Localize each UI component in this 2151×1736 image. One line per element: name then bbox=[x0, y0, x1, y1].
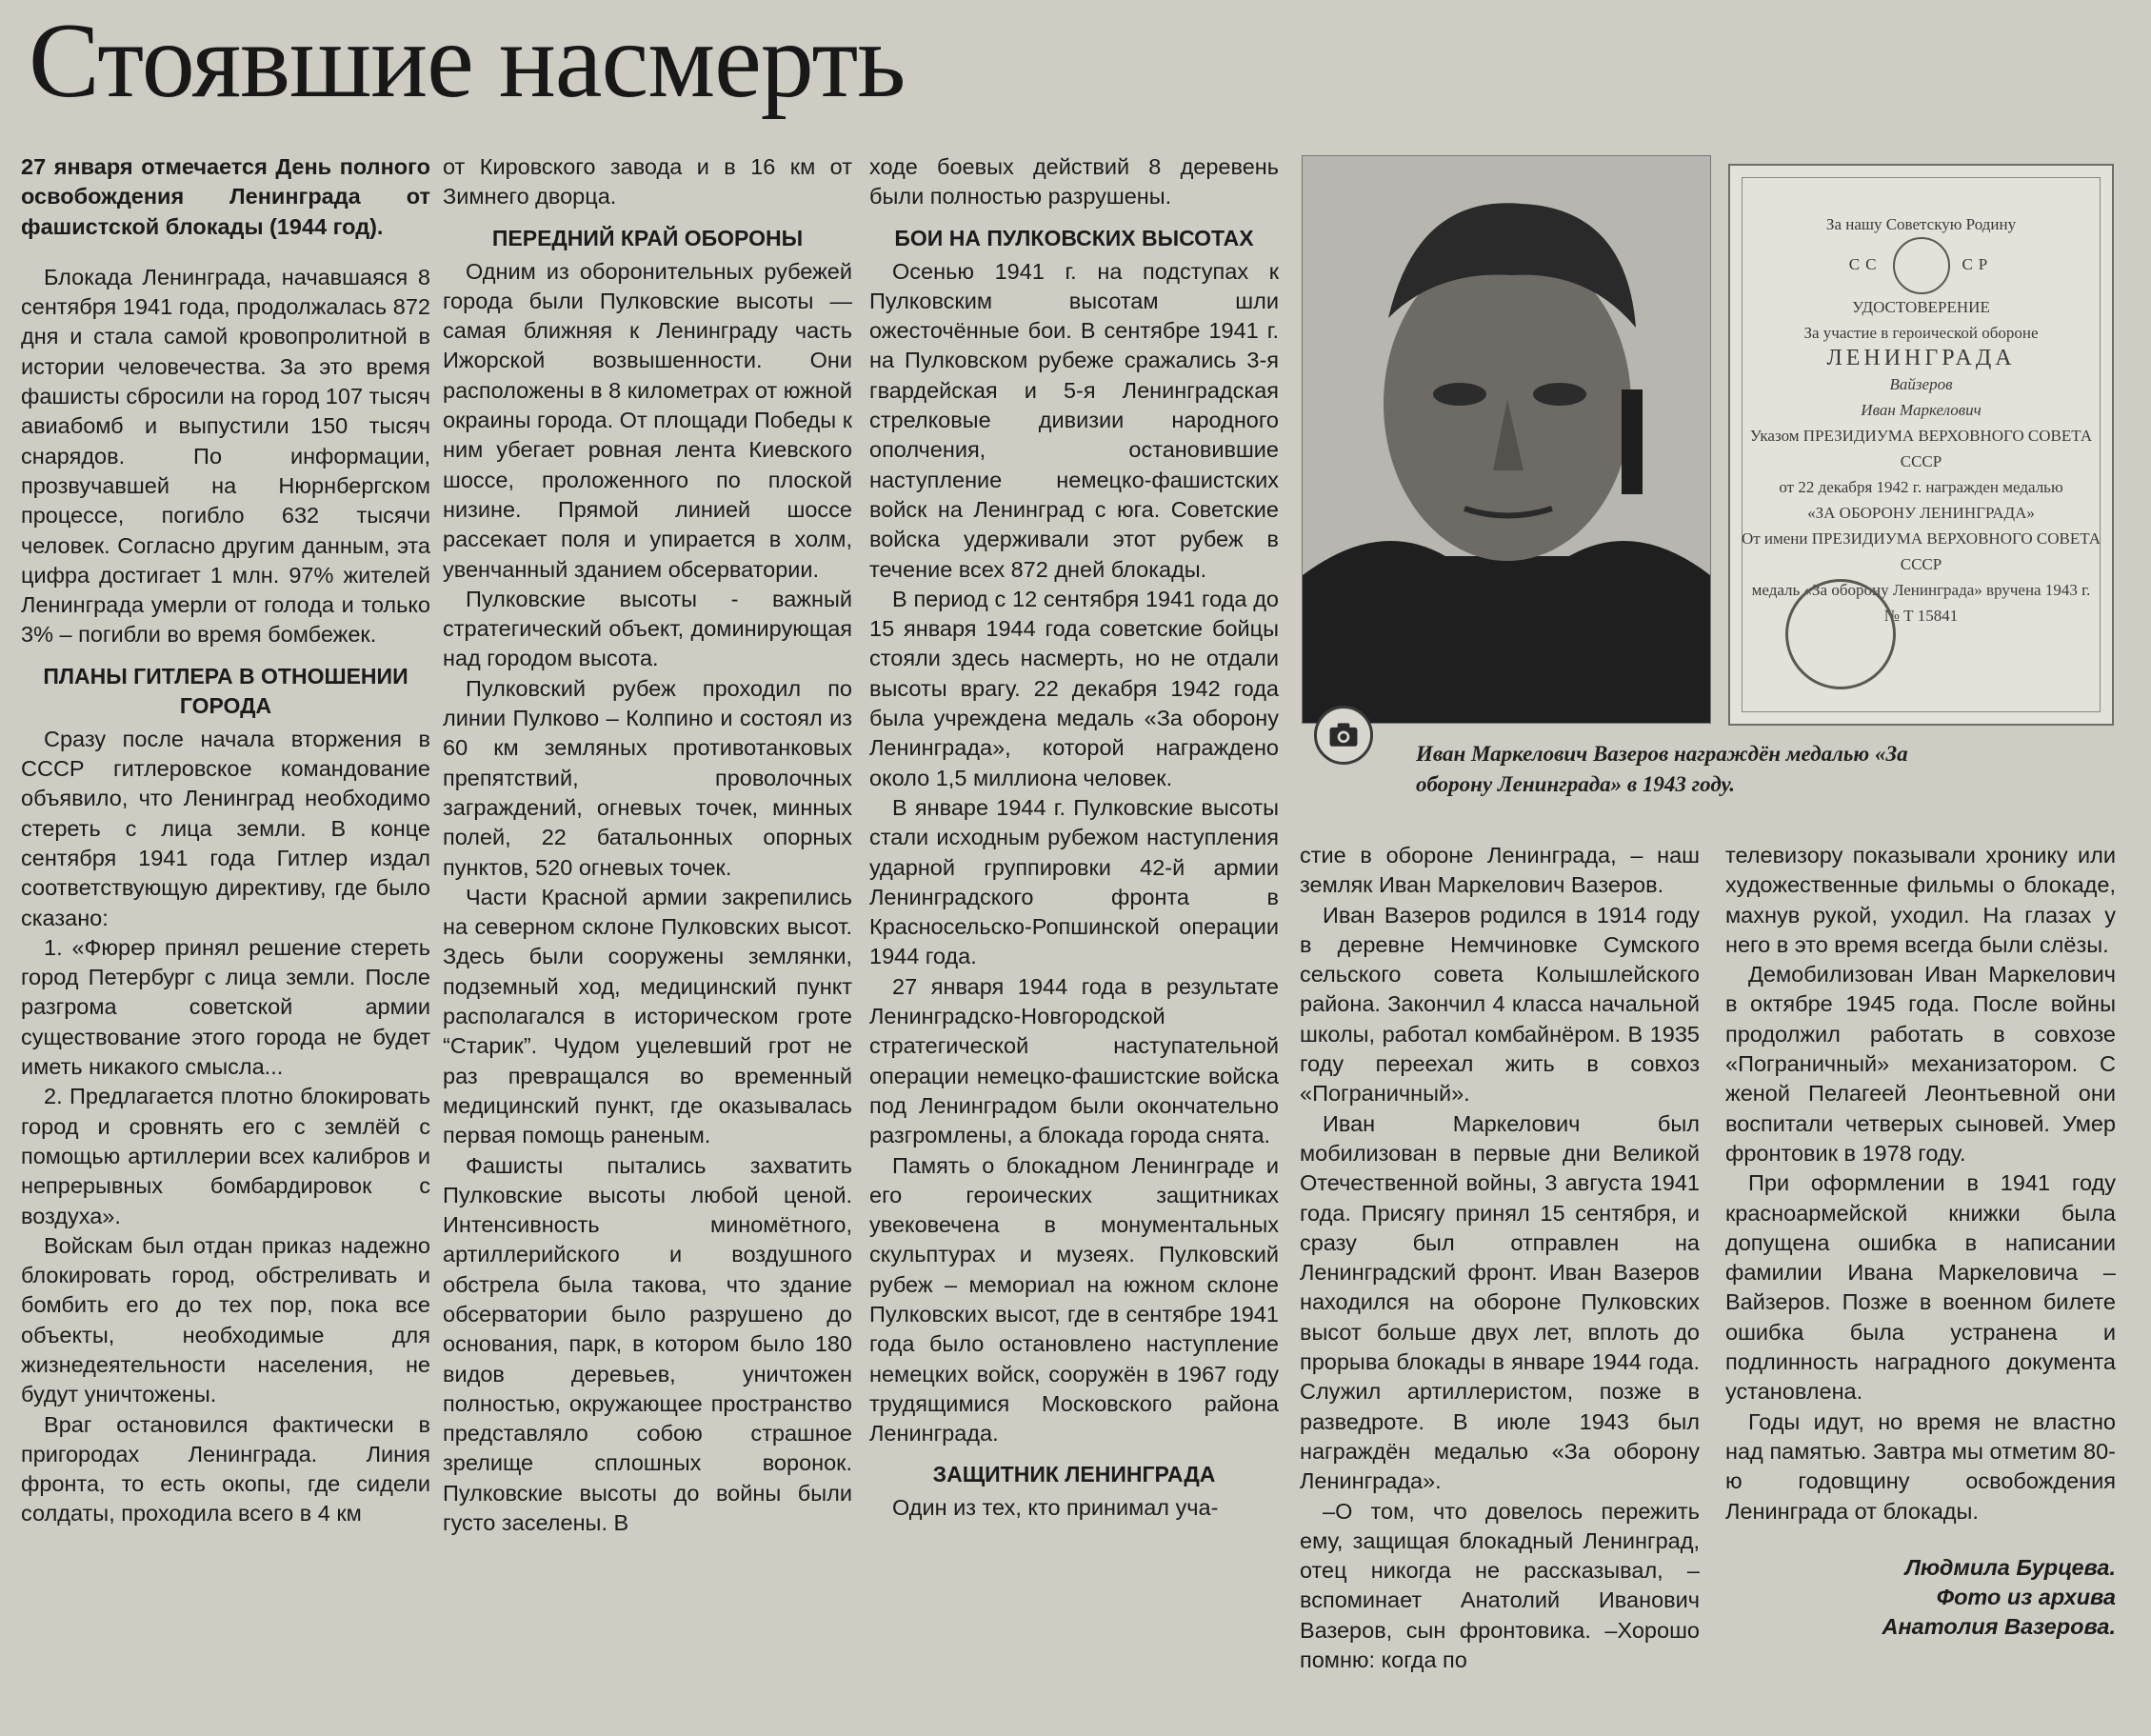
emblem-icon bbox=[1893, 237, 1950, 294]
photo-caption: Иван Маркелович Вазеров награждён медалью «За оборону Ленинграда» в 1943 году. bbox=[1416, 742, 1908, 796]
paragraph: Пулковский рубеж проходил по линии Пулково – Колпино и состоял из 60 км земляных противотанковых препятствий, проволочных заграждений, огневых точек, минных полей, 22 батальонных опорных пунктов, 520 огневых точек. bbox=[443, 675, 852, 880]
paragraph: 2. Предлагается плотно блокировать город и сровнять его с землёй с помощью артиллерии всех калибров и непрерывных бомбардировок с воздуха». bbox=[21, 1084, 430, 1228]
paragraph: Враг остановился фактически в пригородах Ленинграда. Линия фронта, то есть окопы, где сидели солдаты, проходила всего в 4 км bbox=[21, 1411, 430, 1526]
paragraph: 27 января 1944 года в результате Ленинградско-Новгородской стратегической наступательной операции немецко-фашистские войска под Ленинградом были окончательно разгромлены, а блокада города снята. bbox=[869, 973, 1279, 1148]
paragraph: Блокада Ленинграда, начавшаяся 8 сентября 1941 года, продолжалась 872 дня и стала самой кровопролитной в истории человечества. За это время фашисты сбросили на город 107 тысяч авиабомб и выпустили 150 тысяч снарядов. По информации, прозвучавшей на Нюрнбергском процессе, погибло 632 тысячи человек. Согласно другим данным, эта цифра достигает 1 млн. 97% жителей Ленинграда умерли от голода и только 3% – погибли во время бомбежек. bbox=[21, 264, 430, 648]
certificate-ussr bbox=[1730, 237, 2112, 294]
paragraph: Годы идут, но время не властно над памятью. Завтра мы отметим 80-ю годовщину освобождения Ленинграда от блокады. bbox=[1725, 1408, 2116, 1524]
author-signature bbox=[1725, 1553, 2116, 1643]
paragraph: –О том, что довелось пережить ему, защищая блокадный Ленинград, отец никогда не рассказывал, – вспоминает Анатолий Иванович Вазеров, сын фронтовика. –Хорошо помню: когда по bbox=[1300, 1498, 1700, 1673]
paragraph: телевизору показывали хронику или художественные фильмы о блокаде, махнув рукой, уходил. На глазах у него в это время всегда были слёзы. bbox=[1725, 843, 2116, 957]
certificate-line: ЛЕНИНГРАДА bbox=[1826, 346, 2016, 370]
paragraph: Пулковские высоты - важный стратегический объект, доминирующая над городом высота. bbox=[443, 586, 852, 671]
certificate-line: За нашу Советскую Родину bbox=[1825, 215, 2017, 233]
paragraph: Иван Маркелович был мобилизован в первые дни Великой Отечественной войны, 3 августа 1941 года. Присягу принял 15 сентября, и сразу был отправлен на Ленинградский фронт. Иван Вазеров находился на обороне Пулковских высот больше двух лет, вплоть до прорыва блокады в январе 1944 года. Служил артиллеристом, позже в разведроте. В июле 1943 был награждён медалью «За оборону Ленинграда». bbox=[1300, 1110, 1700, 1494]
paragraph: Иван Вазеров родился в 1914 году в деревне Немчиновке Сумского сельского совета Колышлейского района. Закончил 4 класса начальной школы, работал комбайнёром. В 1935 году переехал жить в совхоз «Пограничный». bbox=[1300, 902, 1700, 1107]
certificate-line: Указом ПРЕЗИДИУМА ВЕРХОВНОГО СОВЕТА СССР bbox=[1749, 427, 2093, 470]
paragraph: При оформлении в 1941 году красноармейской книжки была допущена ошибка в написании фамилии Ивана Маркеловича – Вайзеров. Позже в военном билете ошибка была устранена и подлинность наградного документа установлена. bbox=[1725, 1170, 2116, 1405]
seal-icon bbox=[1785, 579, 1896, 689]
section-heading: БОИ НА ПУЛКОВСКИХ ВЫСОТАХ bbox=[894, 225, 1254, 250]
paragraph: Одним из оборонительных рубежей города были Пулковские высоты — самая ближняя к Ленинграду часть Ижорской возвышенности. Они расположены в 8 километрах от южной окраины города. От площади Победы к ним убегает ровная лента Киевского шоссе, проложенного по плоской низине. Прямой линией шоссе рассекает поля и упирается в холм, увенчанный зданием обсерватории. bbox=[443, 258, 852, 582]
section-heading: ЗАЩИТНИК ЛЕНИНГРАДА bbox=[932, 1462, 1216, 1487]
certificate-line: УДОСТОВЕРЕНИЕ bbox=[1852, 298, 1990, 316]
paragraph: В январе 1944 г. Пулковские высоты стали исходным рубежом наступления ударной группировки 42-й армии Ленинградского фронта в Красносельско-Ропшинской операции 1944 года. bbox=[869, 794, 1279, 969]
photo-credit: Фото из архива bbox=[1936, 1585, 2116, 1610]
headline: Стоявшие насмерть bbox=[29, 2, 906, 120]
paragraph: Войскам был отдан приказ надежно блокировать город, обстреливать и бомбить его до тех пор, пока все объекты, необходимые для жизнедеятельности населения, не будут уничтожены. bbox=[21, 1232, 430, 1407]
paragraph: Части Красной армии закрепились на северном склоне Пулковских высот. Здесь были сооружены землянки, подземный ход, медицинский пункт располагался в историческом гроте “Старик”. Чудом уцелевший грот не раз превращался во временный медицинский пункт, где оказывалась первая помощь раненым. bbox=[443, 884, 852, 1148]
certificate-line: За участие в героической обороне bbox=[1803, 324, 2039, 342]
lead-paragraph: 27 января отмечается День полного освобождения Ленинграда от фашистской блокады (1944 год). bbox=[21, 154, 430, 239]
paragraph: Фашисты пытались захватить Пулковские высоты любой ценой. Интенсивность миномётного, артиллерийского и воздушного обстрела была такова, что здание обсерватории было разрушено до основания, парк, в котором было 180 видов деревьев, уничтожен полностью, окружающее пространство представляло собою страшное зрелище сплошных воронок. Пулковские высоты до войны были густо заселены. В bbox=[443, 1152, 852, 1536]
paragraph: Память о блокадном Ленинграде и его героических защитниках увековечена в монументальных скульптурах и музеях. Пулковский рубеж – мемориал на южном склоне Пулковских высот, где в сентябре 1941 года было остановлено наступление немецких войск, сооружён в 1967 году трудящимися Московского района Ленинграда. bbox=[869, 1152, 1279, 1447]
paragraph: стие в обороне Ленинграда, – наш земляк Иван Маркелович Вазеров. bbox=[1300, 843, 1700, 898]
certificate-letters-left: СС bbox=[1848, 254, 1882, 273]
certificate-name: Иван Маркелович bbox=[1861, 401, 1982, 419]
camera-icon bbox=[1314, 706, 1373, 765]
certificate-line: «ЗА ОБОРОНУ ЛЕНИНГРАДА» bbox=[1807, 504, 2035, 522]
section-heading: ПЛАНЫ ГИТЛЕРА В ОТНОШЕНИИ ГОРОДА bbox=[43, 663, 408, 718]
column-3 bbox=[869, 152, 1279, 1714]
award-certificate bbox=[1728, 164, 2114, 726]
column-4 bbox=[1300, 841, 1700, 1698]
certificate-line: От имени ПРЕЗИДИУМА ВЕРХОВНОГО СОВЕТА СССР bbox=[1741, 529, 2101, 573]
portrait-photo bbox=[1302, 155, 1711, 724]
portrait-illustration bbox=[1303, 156, 1710, 723]
paragraph: ходе боевых действий 8 деревень были полностью разрушены. bbox=[869, 154, 1279, 210]
section-heading: ПЕРЕДНИЙ КРАЙ ОБОРОНЫ bbox=[491, 225, 804, 250]
paragraph: Один из тех, кто принимал уча- bbox=[892, 1495, 1219, 1521]
certificate-number: № Т 15841 bbox=[1883, 607, 1959, 625]
column-2 bbox=[443, 152, 852, 1714]
certificate-surname: Вайзеров bbox=[1889, 375, 1953, 393]
paragraph: Демобилизован Иван Маркелович в октябре 1945 года. После войны продолжил работать в совхозе «Пограничный» механизатором. С женой Пелагеей Леонтьевной они воспитали четверых сыновей. Умер фронтовик в 1978 году. bbox=[1725, 962, 2116, 1166]
author-name: Людмила Бурцева. bbox=[1904, 1554, 2116, 1580]
paragraph: Сразу после начала вторжения в СССР гитлеровское командование объявило, что Ленинград необходимо стереть с лица земли. В конце сентября 1941 года Гитлер издал соответствующую директиву, где было сказано: bbox=[21, 726, 430, 930]
paragraph: от Кировского завода и в 16 км от Зимнего дворца. bbox=[443, 154, 852, 210]
paragraph: 1. «Фюрер принял решение стереть город Петербург с лица земли. После разгрома советской армии существование этого города не будет иметь никакого смысла... bbox=[21, 934, 430, 1080]
column-5 bbox=[1725, 841, 2116, 1698]
certificate-letters-right: СР bbox=[1962, 254, 1994, 273]
paragraph: В период с 12 сентября 1941 года до 15 января 1944 года советские бойцы стояли здесь насмерть, но не отдали высоты врагу. 22 декабря 1942 года была учреждена медаль «За оборону Ленинграда», которой награждено около 1,5 миллиона человек. bbox=[869, 586, 1279, 790]
photo-credit-name: Анатолия Вазерова. bbox=[1882, 1614, 2116, 1640]
column-1 bbox=[21, 152, 430, 1714]
certificate-line: от 22 декабря 1942 г. награжден медалью bbox=[1779, 478, 2063, 496]
paragraph: Осенью 1941 г. на подступах к Пулковским высотам шли ожесточённые бои. В сентябре 1941 г. на Пулковском рубеже сражались 3-я гвардейская и 5-я Ленинградская стрелковые дивизии народного ополчения, остановившие наступление немецко-фашистских войск на Ленинград с юга. Советские войска удерживали этот рубеж в течение всех 872 дней блокады. bbox=[869, 258, 1279, 582]
certificate-line: медаль «За оборону Ленинграда» вручена 1943 г. bbox=[1751, 581, 2091, 599]
